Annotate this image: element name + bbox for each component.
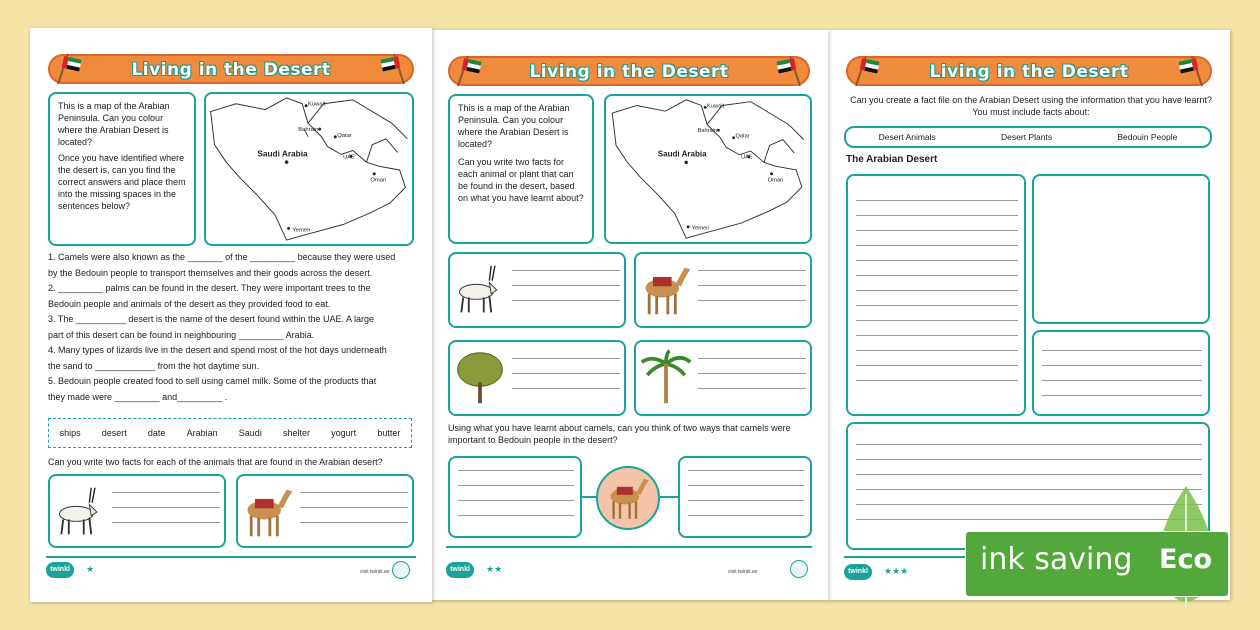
intro-text-2: Can you write two facts for each animal or plant that can be found in the desert, based on what you have learnt about? xyxy=(458,157,584,203)
answer-lines xyxy=(112,492,220,537)
intro-box xyxy=(48,92,196,246)
question-line: they made were _________ and_________ . xyxy=(48,391,228,402)
word-bank xyxy=(48,418,412,448)
map-label-saudi: Saudi Arabia xyxy=(657,149,707,159)
oryx-icon xyxy=(52,484,108,540)
worksheet-page-2 xyxy=(430,30,828,600)
camel-icon xyxy=(604,474,652,522)
footer-divider xyxy=(446,546,812,548)
twinkl-logo: twinkl xyxy=(46,562,74,578)
question-line: by the Bedouin people to transport themselves and their goods across the desert. xyxy=(48,267,373,278)
camels-question: Using what you have learnt about camels, can you think of two ways that camels were important to Bedouin people in the desert? xyxy=(448,423,791,445)
arabian-peninsula-map xyxy=(604,94,812,244)
tree-icon xyxy=(452,346,508,408)
map-label-uae: UAE xyxy=(343,154,356,161)
map-label-oman: Oman xyxy=(767,177,784,184)
map-label-bahrain: Bahrain xyxy=(697,128,718,135)
title-banner xyxy=(846,56,1212,86)
connector-line xyxy=(660,496,678,498)
answer-lines xyxy=(856,200,1018,395)
camel-fact-box xyxy=(236,474,414,548)
answer-lines xyxy=(688,470,804,530)
answer-lines xyxy=(698,270,806,315)
camel-icon xyxy=(638,262,694,318)
answer-lines xyxy=(300,492,408,537)
difficulty-stars: ★★ xyxy=(486,564,503,574)
uae-flag-icon xyxy=(374,52,408,86)
difficulty-stars: ★★★ xyxy=(884,566,909,576)
fact-file-instructions: Can you create a fact file on the Arabian Desert using the information that you have learnt? xyxy=(850,95,1212,105)
word-bank-item: shelter xyxy=(282,428,310,438)
map-label-bahrain: Bahrain xyxy=(298,127,319,134)
map-outline xyxy=(206,94,412,244)
palm-tree-fact-box xyxy=(634,340,812,416)
title-banner xyxy=(448,56,810,86)
word-bank-item: ships xyxy=(59,428,81,438)
palm-tree-icon xyxy=(638,346,694,408)
ink-saving-label: ink saving xyxy=(980,542,1133,577)
map-label-uae: UAE xyxy=(741,154,753,161)
map-label-kuwait: Kuwait xyxy=(308,101,326,108)
question-line: Bedouin people and animals of the desert as they provided food to eat. xyxy=(48,298,331,309)
question-line: part of this desert can be found in neighbouring _________ Arabia. xyxy=(48,329,315,340)
word-bank-item: yogurt xyxy=(331,428,357,438)
ghaf-tree-fact-box xyxy=(448,340,626,416)
topics-box xyxy=(844,126,1212,148)
ink-saving-badge xyxy=(966,532,1228,596)
fact-box-small xyxy=(1032,330,1210,416)
question-line: the sand to ____________ from the hot daytime sun. xyxy=(48,360,260,371)
question-line: 3. The __________ desert is the name of the desert found within the UAE. A large xyxy=(48,314,375,324)
fill-in-questions xyxy=(48,250,418,405)
curriculum-seal-icon xyxy=(790,560,808,578)
twinkl-logo: twinkl xyxy=(446,562,474,578)
map-label-yemen: Yemen xyxy=(292,227,311,234)
intro-text: This is a map of the Arabian Peninsula. Can you colour where the Arabian Desert is located? xyxy=(458,103,570,149)
worksheet-page-1 xyxy=(30,28,432,602)
uae-flag-icon xyxy=(1172,54,1206,88)
fact-file-heading: The Arabian Desert xyxy=(846,154,938,165)
eco-label: Eco xyxy=(1159,544,1212,575)
topic-item: Desert Animals xyxy=(878,132,936,142)
fact-box-lined xyxy=(846,174,1026,416)
topic-item: Desert Plants xyxy=(1001,132,1053,142)
curriculum-seal-icon xyxy=(392,561,410,579)
intro-text-2: Once you have identified where the desert is, can you find the correct answers and place them into the missing spaces in the sentences below? xyxy=(58,153,186,211)
word-bank-item: butter xyxy=(377,428,401,438)
question-line: 2. _________ palms can be found in the desert. They were important trees to the xyxy=(48,283,371,293)
fact-file-instructions-2: You must include facts about: xyxy=(972,107,1090,117)
footer-url: visit twinkl.ae xyxy=(360,569,390,575)
page-title: Living in the Desert xyxy=(131,60,331,80)
arabian-peninsula-map xyxy=(204,92,414,246)
map-label-kuwait: Kuwait xyxy=(707,103,725,110)
intro-box xyxy=(448,94,594,244)
camel-icon xyxy=(240,484,296,540)
camel-answer-box-left xyxy=(448,456,582,538)
camel-circle xyxy=(596,466,660,530)
answer-lines xyxy=(512,358,620,403)
animals-question: Can you write two facts for each of the animals that are found in the Arabian desert? xyxy=(48,457,383,467)
footer-divider xyxy=(46,556,416,558)
answer-lines xyxy=(1042,350,1202,410)
answer-lines xyxy=(698,358,806,403)
question-line: 5. Bedouin people created food to sell using camel milk. Some of the products that xyxy=(48,376,377,386)
map-label-yemen: Yemen xyxy=(691,225,710,232)
word-bank-item: Saudi xyxy=(238,428,262,438)
question-line: 4. Many types of lizards live in the desert and spend most of the hot days underneath xyxy=(48,345,387,355)
uae-flag-icon xyxy=(770,54,804,88)
picture-box xyxy=(1032,174,1210,324)
oryx-icon xyxy=(452,262,508,318)
question-line: 1. Camels were also known as the _______ of the _________ because they were used xyxy=(48,252,396,262)
twinkl-logo: twinkl xyxy=(844,564,872,580)
title-banner xyxy=(48,54,414,84)
map-outline xyxy=(606,96,810,242)
map-label-saudi: Saudi Arabia xyxy=(257,149,308,159)
word-bank-item: date xyxy=(147,428,166,438)
oryx-fact-box xyxy=(48,474,226,548)
map-label-oman: Oman xyxy=(370,177,387,184)
map-label-qatar: Qatar xyxy=(735,133,750,140)
difficulty-stars: ★ xyxy=(86,564,95,574)
word-bank-item: desert xyxy=(101,428,127,438)
word-bank-item: Arabian xyxy=(186,428,218,438)
camel-answer-box-right xyxy=(678,456,812,538)
footer-url: visit twinkl.ae xyxy=(728,569,758,575)
page-title: Living in the Desert xyxy=(929,62,1129,82)
intro-text: This is a map of the Arabian Peninsula. Can you colour where the Arabian Desert is located? xyxy=(58,101,170,147)
page-title: Living in the Desert xyxy=(529,62,729,82)
topic-item: Bedouin People xyxy=(1117,132,1178,142)
answer-lines xyxy=(458,470,574,530)
map-label-qatar: Qatar xyxy=(337,132,352,139)
camel-fact-box xyxy=(634,252,812,328)
oryx-fact-box xyxy=(448,252,626,328)
answer-lines xyxy=(512,270,620,315)
